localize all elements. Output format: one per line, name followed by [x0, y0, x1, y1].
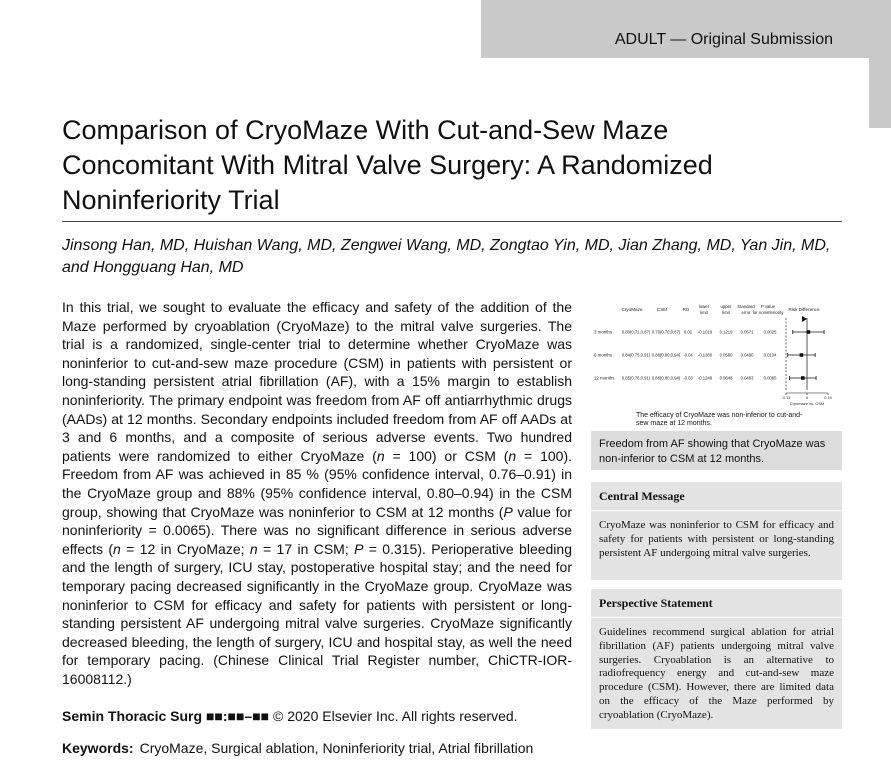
figure-cell-se: 0.0571: [740, 329, 754, 335]
abstract-text: = 100) or CSM (: [384, 447, 509, 464]
abstract-italic: n: [113, 540, 121, 557]
abstract-italic: P: [354, 540, 364, 557]
figure-header-cell: CSM: [656, 307, 668, 312]
figure-header-cell: CryoMaze: [621, 307, 643, 312]
arrow-icon: [802, 316, 807, 322]
figure-cell-rd: -0.04: [683, 352, 693, 358]
figure-inner-caption: The efficacy of CryoMaze was non-inferior to cut-and-sew maze at 12 months.: [636, 412, 803, 427]
copyright: © 2020 Elsevier Inc. All rights reserved.: [273, 708, 518, 724]
figure-caption: Freedom from AF showing that CryoMaze was non-inferior to CSM at 12 months.: [599, 438, 826, 465]
figure-row-label: 3 months: [594, 329, 613, 335]
figure-caption-box: [591, 431, 842, 470]
figure-cell-upper: 0.1219: [719, 329, 733, 335]
edge-tab: [869, 58, 891, 128]
forest-plot: [590, 300, 840, 412]
x-tick-label: 0.15: [824, 396, 832, 400]
figure-cell-se: 0.0490: [740, 352, 754, 358]
abstract-text: = 0.315). Perioperative bleeding and the length of surgery, ICU stay, postoperative hospital stay; and the need for temporary pacing decreased significantly in the CryoMaze group. CryoMaze was noninferior to CSM for efficacy and safety for patients with persistent or long-standing persistent AF undergoing mitral valve surgeries. CryoMaze significantly decreased bleeding, the length of surgery, ICU and hospital stay, as well the need for temporary pacing. (Chinese Clinical Trial Register number, ChiCTR-IOR-16008112.): [62, 540, 572, 687]
figure-header-cell: Standard: [737, 304, 755, 309]
figure-cell-rd: 0.01: [683, 329, 693, 335]
abstract-text: = 17 in CSM;: [257, 540, 355, 557]
title-rule: [62, 221, 842, 222]
point-estimate: [807, 330, 811, 334]
figure-cell-rd: -0.03: [683, 375, 693, 381]
figure-cell-cryomaze: 0.80(0.71,0.87): [621, 329, 651, 335]
section-label: ADULT — Original Submission: [614, 31, 833, 48]
abstract-italic: n: [376, 447, 385, 464]
abstract-text: = 100). Freedom from AF was achieved in 85 % (95% confidence interval, 0.76–0.91) in the CryoMaze group and 88% (95% confidence interval, 0.80–0.94) in the CSM group, showing that CryoMaze was noninferior to CSM at 12 months (: [62, 447, 572, 520]
figure-cell-pvalue: 0.0065: [763, 375, 777, 381]
author-list: Jinsong Han, MD, Huishan Wang, MD, Zengwei Wang, MD, Zongtao Yin, MD, Jian Zhang, MD, Yan Jin, MD, and Hongguang Han, MD: [62, 237, 831, 276]
figure-cell-pvalue: 0.0025: [763, 329, 777, 335]
figure-header-cell: error: [741, 310, 751, 315]
figure-cell-cryomaze: 0.84(0.75,0.91): [621, 352, 651, 358]
forest-plot-figure: [590, 300, 840, 430]
perspective-heading: Perspective Statement: [591, 589, 842, 618]
figure-header-cell: RD: [682, 307, 690, 312]
figure-header-cell: P value: [760, 304, 776, 309]
journal-name: Semin Thoracic Surg: [62, 708, 203, 724]
figure-cell-lower: -0.1248: [697, 375, 713, 381]
figure-header-cell: limit: [722, 310, 730, 315]
abstract-text: In this trial, we sought to evaluate the efficacy and safety of the addition of the Maze performed by cryoablation (CryoMaze) to the mitral valve surgeries. The trial is a randomized, single-center trial to determine whether CryoMaze was noninferior to cut-and-sew maze procedure (CSM) in patients with persistent or long-standing persistent atrial fibrillation (AF), with a 15% margin to establish noninferiority. The primary endpoint was freedom from AF off antiarrhythmic drugs (AADs) at 12 months. Secondary endpoints included freedom from AF off AADs at 3 and 6 months, and a composite of serious adverse events. Two hundred patients were randomized to either CryoMaze (: [62, 299, 572, 464]
perspective-panel: [591, 589, 842, 729]
section-banner: [481, 0, 891, 58]
abstract-text: = 12 in CryoMaze;: [120, 540, 250, 557]
point-estimate: [801, 376, 805, 380]
figure-row-label: 12 months: [594, 375, 615, 381]
keywords: [62, 740, 533, 756]
abstract-italic: P: [503, 503, 513, 520]
figure-row-label: 6 months: [594, 352, 613, 358]
perspective-body: Guidelines recommend surgical ablation for atrial fibrillation (AF) patients undergoing mitral valve surgeries. Cryoablation is an alternative to radiofrequency energy and cut-and-sew maze procedure (CSM). However, there are limited data on the efficacy of the Maze performed by cryoablation (CryoMaze).: [599, 626, 834, 721]
keywords-value: CryoMaze, Surgical ablation, Noninferiority trial, Atrial fibrillation: [139, 740, 534, 756]
figure-header-cell: upper: [720, 304, 732, 309]
point-estimate: [800, 353, 804, 357]
keywords-label: Keywords:: [62, 740, 134, 756]
central-message-panel: [591, 482, 842, 580]
figure-header-cell: Risk Difference: [788, 307, 820, 312]
figure-cell-csm: 0.88(0.80,0.94): [651, 352, 681, 358]
journal-issue: ■■:■■–■■: [205, 708, 270, 724]
x-tick-label: 0: [805, 396, 809, 400]
figure-header-cell: limit: [700, 310, 708, 315]
abstract-text: value for noninferiority = 0.0065). There was no significant difference in serious adverse effects (: [62, 503, 572, 557]
figure-cell-upper: 0.0580: [719, 352, 733, 358]
figure-cell-csm: 0.79(0.70,0.87): [651, 329, 681, 335]
figure-header-cell: for noninferiority: [752, 310, 784, 315]
article-title: Comparison of CryoMaze With Cut-and-Sew Maze Concomitant With Mitral Valve Surgery: A Randomized Noninferiority Trial: [62, 115, 713, 215]
figure-cell-cryomaze: 0.85(0.76,0.91): [621, 375, 651, 381]
figure-header-cell: lower: [698, 304, 710, 309]
figure-cell-se: 0.0483: [740, 375, 754, 381]
abstract: [62, 298, 572, 688]
figure-cell-upper: 0.0648: [719, 375, 733, 381]
figure-cell-pvalue: 0.0134: [763, 352, 777, 358]
x-tick-label: -0.15: [781, 396, 791, 400]
central-message-body: CryoMaze was noninferior to CSM for efficacy and safety for patients with persistent or long-standing persistent AF undergoing mitral valve surgeries.: [599, 519, 834, 559]
figure-cell-csm: 0.88(0.80,0.94): [651, 375, 681, 381]
x-axis-label: Cryomaze vs. CSM: [789, 401, 825, 406]
central-message-heading: Central Message: [591, 482, 842, 511]
abstract-italic: n: [508, 447, 517, 464]
journal-citation: [62, 708, 518, 724]
abstract-italic: n: [249, 540, 258, 557]
figure-cell-lower: -0.1380: [697, 352, 713, 358]
figure-cell-lower: -0.1019: [697, 329, 713, 335]
